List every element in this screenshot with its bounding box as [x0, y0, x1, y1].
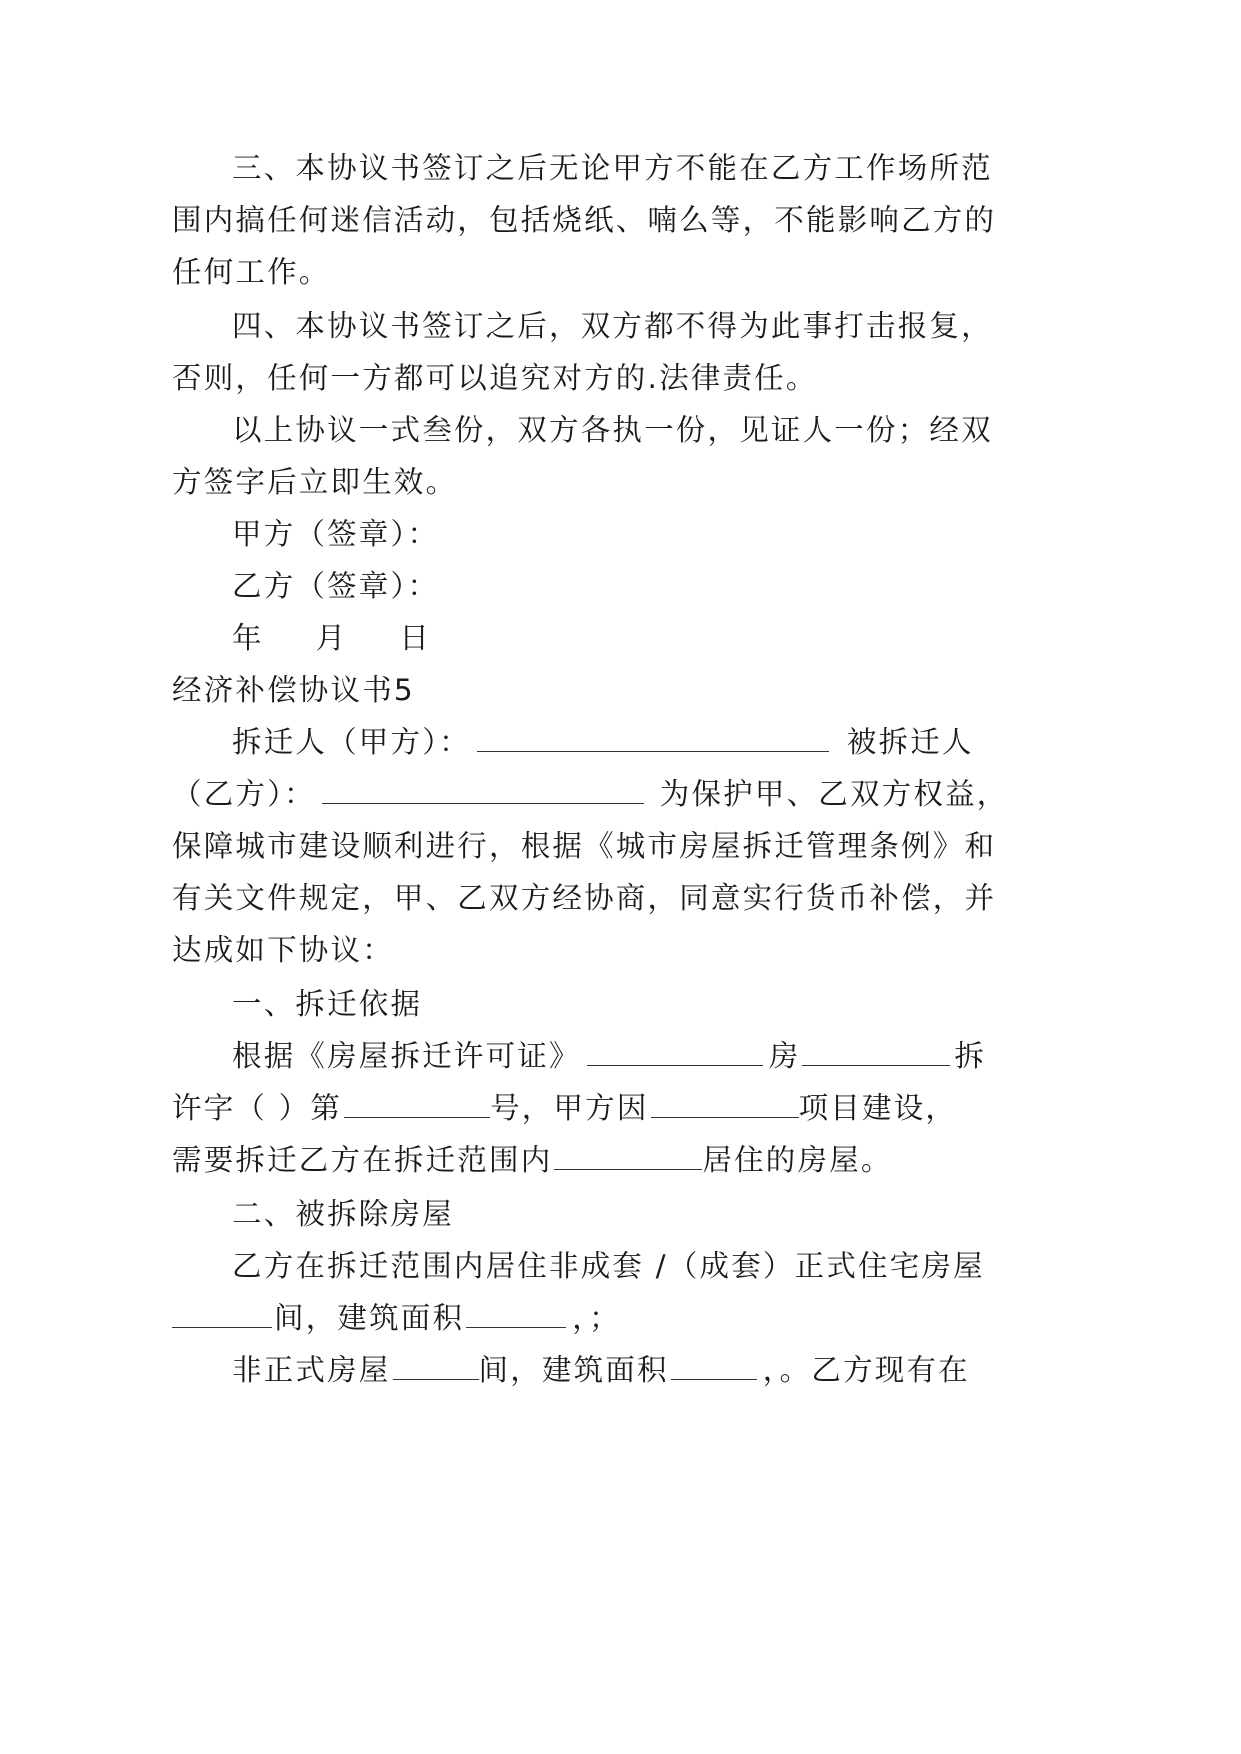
- line-text: 根据《房屋拆迁许可证》: [232, 1039, 581, 1073]
- fill-blank: [554, 1141, 702, 1170]
- fill-blank: [651, 1089, 799, 1118]
- paragraph-line: 任何工作。: [172, 255, 331, 289]
- paragraph-line: 乙方在拆迁范围内居住非成套 /（成套）正式住宅房屋: [232, 1249, 985, 1283]
- paragraph-line: [172, 1088, 957, 1128]
- fill-blank: [344, 1089, 490, 1118]
- paragraph-line: 否则，任何一方都可以追究对方的.法律责任。: [172, 361, 818, 395]
- paragraph-line: 方签字后立即生效。: [172, 465, 458, 499]
- line-text: 房: [768, 1039, 801, 1073]
- paragraph-line: 围内搞任何迷信活动，包括烧纸、喃么等，不能影响乙方的: [172, 203, 997, 237]
- fill-blank: [172, 1299, 272, 1328]
- fill-blank: [393, 1351, 479, 1380]
- line-text: 拆迁人（甲方）：: [232, 725, 471, 759]
- fill-blank: [587, 1037, 763, 1066]
- date-month: 月: [315, 621, 348, 655]
- line-text: 拆: [954, 1039, 987, 1073]
- line-text: ，。乙方现有在: [762, 1353, 970, 1387]
- paragraph-line: 达成如下协议：: [172, 933, 394, 967]
- paragraph-line: [232, 1036, 986, 1076]
- paragraph-line: 保障城市建设顺利进行，根据《城市房屋拆迁管理条例》和: [172, 829, 997, 863]
- line-text: 间，建筑面积: [478, 1353, 669, 1387]
- party-a-signature-line: 甲方（签章）：: [232, 517, 440, 551]
- line-text: （乙方）：: [172, 777, 316, 811]
- paragraph-line: [172, 1140, 893, 1180]
- fill-blank: [322, 775, 644, 804]
- paragraph-line: 四、本协议书签订之后，双方都不得为此事打击报复，: [232, 309, 993, 343]
- fill-blank: [671, 1351, 757, 1380]
- line-text: 非正式房屋: [232, 1353, 391, 1387]
- line-text: 需要拆迁乙方在拆迁范围内: [172, 1143, 553, 1177]
- line-text: 被拆迁人: [846, 725, 974, 759]
- section-heading: 一、拆迁依据: [232, 987, 423, 1021]
- paragraph-line: [232, 722, 974, 762]
- date-line: [232, 618, 431, 658]
- line-text: ，；: [572, 1301, 621, 1335]
- fill-blank: [802, 1037, 950, 1066]
- paragraph-line: [172, 774, 1008, 814]
- fill-blank: [466, 1299, 566, 1328]
- date-day: 日: [399, 621, 432, 655]
- paragraph-line: 三、本协议书签订之后无论甲方不能在乙方工作场所范: [232, 151, 993, 185]
- line-text: 许字（ ）第: [172, 1091, 343, 1125]
- fill-blank: [477, 723, 829, 752]
- paragraph-line: 有关文件规定，甲、乙双方经协商，同意实行货币补偿，并: [172, 881, 997, 915]
- line-text: 号，甲方因: [490, 1091, 649, 1125]
- line-text: 居住的房屋。: [702, 1143, 893, 1177]
- party-b-signature-line: 乙方（签章）：: [232, 569, 440, 603]
- line-text: 项目建设，: [798, 1091, 958, 1125]
- line-text: 为保护甲、乙双方权益，: [659, 777, 1009, 811]
- section-heading: 二、被拆除房屋: [232, 1197, 454, 1231]
- paragraph-line: [232, 1350, 970, 1390]
- document-title: 经济补偿协议书5: [172, 673, 415, 707]
- paragraph-line: [172, 1298, 621, 1338]
- date-year: 年: [232, 621, 264, 655]
- line-text: 间，建筑面积: [274, 1301, 465, 1335]
- paragraph-line: 以上协议一式叁份，双方各执一份，见证人一份；经双: [232, 413, 993, 447]
